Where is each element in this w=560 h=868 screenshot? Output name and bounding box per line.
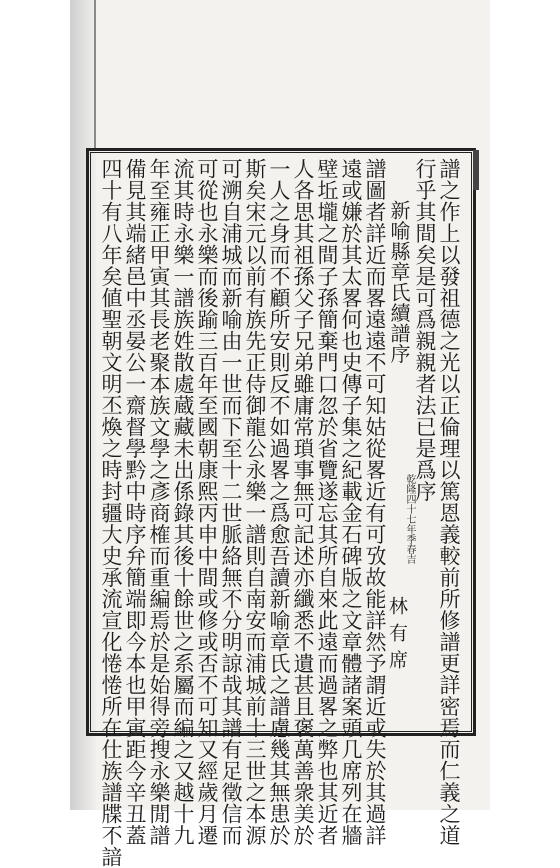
text-column-8: 一人之身而不顧所安則反不如過畧之爲愈吾讀新喻章氏之譜慮幾其無患於 — [267, 158, 291, 846]
section-title: 新喻縣章氏續譜序 — [387, 200, 411, 364]
text-column-4: 譜圖者詳近而畧遠遠不可知姑從畧近有可攷故能詳然予謂近或失於其過詳 — [363, 158, 387, 846]
date-note: 乾隆四十七年季春吉 — [404, 474, 415, 564]
text-column-12: 流其時永樂一譜族姓散處蔵藏未出係錄其後十餘世之系屬而編之又越十九 — [171, 158, 195, 846]
text-column-6: 壁坵壠之間子孫簡棄門口忽於省覽遂忘其所自來此遠而過畧之弊也其近者 — [315, 158, 339, 846]
text-column-9: 斯矣宋元以前有族先正侍御龍公永樂一譜則自南安而浦城前十三世之本源 — [243, 158, 267, 846]
text-column-13: 年至雍正甲寅其長老聚本族文學之彥商榷而重編焉於是始得旁搜永樂閒譜 — [147, 158, 171, 846]
edge-mark — [473, 150, 479, 190]
top-margin-line — [94, 0, 96, 150]
text-column-11: 可從也永樂而後踰三百年至國朝康熙丙申中間或修或否不可知又經歲月遷 — [195, 158, 219, 846]
text-column-14: 備見其端緒邑中丞晏公一齋督學黔中時序弁簡端即今本也甲寅距今辛丑蓋 — [123, 158, 147, 846]
author-name: 林有席 — [386, 596, 408, 677]
text-column-15: 四十有八年矣値聖朝文明丕煥之時封疆大史承流宣化惓惓所在仕族譜牒不諳 — [99, 158, 123, 868]
text-column-10: 可溯自浦城而新喻由一世而下至十二世脈絡無不分明諒哉其譜有足徵信而 — [219, 158, 243, 846]
text-column-5: 遠或嫌於其太畧何也史傳子集之紀載金石碑版之文章體諸案頭几席列在牆 — [339, 158, 363, 846]
text-column-1: 譜之作上以發祖德之光以正倫理以篤恩義較前所修譜更詳密焉而仁義之道 — [437, 158, 461, 846]
text-column-7: 人各思其祖孫父子兄弟雖庸常瑣事無可記述亦纖悉不遺甚且褒萬善衆美於 — [291, 158, 315, 846]
text-column-2: 行乎其間矣是可爲親親者法已是爲序 — [413, 158, 437, 502]
